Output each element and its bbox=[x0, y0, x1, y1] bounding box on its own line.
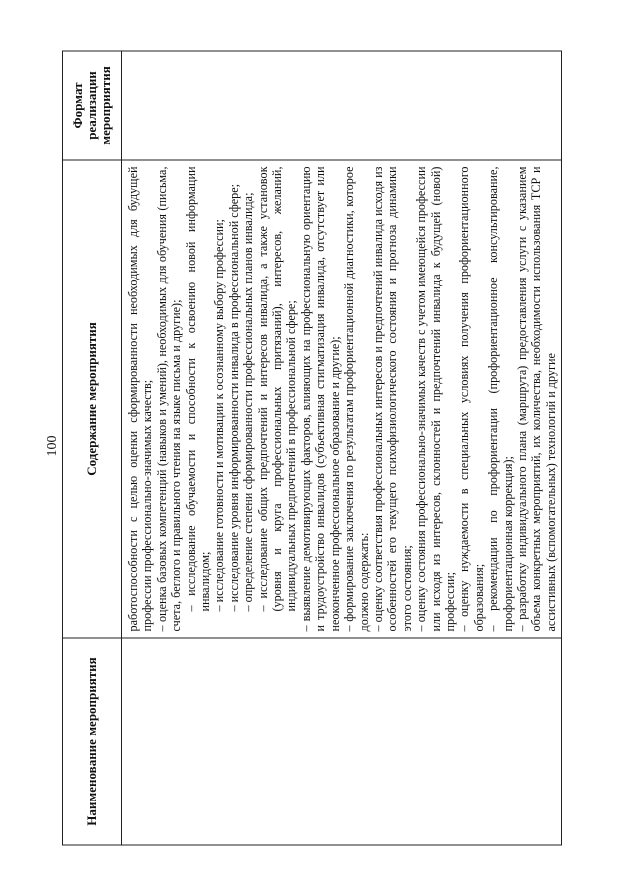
content-paragraph: – исследование готовности и мотивации к осознанному выбору профессии; bbox=[212, 219, 227, 612]
header-activity-format: Формат реализации мероприятия bbox=[70, 66, 113, 145]
content-paragraph: – выявление демотивирующих факторов, влияющих на профессиональную ориентацию и трудоустройство инвалидов (субъективная стигматизация инвалида, отсутствует или неоконченное профессиональное образование и другие); bbox=[298, 166, 342, 632]
content-paragraph: работоспособности с целью оценки сформированности необходимых для будущей профессии профессионально-значимых качеств; bbox=[126, 166, 155, 632]
content-paragraph: – оценку нуждаемости в специальных условиях получения профориентационного образования; bbox=[457, 166, 486, 632]
activity-table bbox=[62, 51, 562, 846]
table-body-row bbox=[122, 52, 562, 845]
content-paragraph: – исследование общих предпочтений и интересов инвалида, а также установок (уровня и круга профессиональных притязаний), интересов, желаний, индивидуальных предпочтений в профессиональной сфере; bbox=[255, 166, 299, 612]
content-paragraph: – формирование заключения по результатам профориентационной диагностики, которое должно содержать: bbox=[342, 166, 371, 632]
content-paragraph: – оценку состояния профессионально-значимых качеств с учетом имеющейся профессии или исходя из интересов, склонностей и предпочтений инвалида к будущей (новой) профессии; bbox=[414, 166, 457, 632]
table-header-row bbox=[63, 52, 122, 845]
content-paragraph: – оценка базовых компетенций (навыков и умений), необходимых для обучения (письма, счета, беглого и правильного чтения на языке письма и другие); bbox=[154, 166, 184, 632]
content-paragraph: – определение степени сформированности профессиональных планов инвалида; bbox=[241, 192, 256, 612]
cell-activity-content bbox=[122, 160, 562, 638]
content-paragraph: – оценку соответствия профессиональных интересов и предпочтений инвалида исходя из особенностей его текущего психофизиологического состояния и прогноза динамики этого состояния; bbox=[370, 166, 414, 632]
cell-activity-name bbox=[122, 638, 562, 845]
page-number: 100 bbox=[45, 435, 60, 457]
content-paragraph: – исследование уровня информированности инвалида в профессиональной сфере; bbox=[226, 183, 241, 612]
cell-activity-format bbox=[122, 52, 562, 160]
content-paragraph: – исследование обучаемости и способности к освоению новой информации инвалидом; bbox=[183, 166, 213, 612]
content-paragraph: – разработку индивидуального плана (маршрута) предоставления услуги с указанием объема конкретных мероприятий, их количества, необходимости использования ТСР и ассистивных (вспомогательных) технологий и другие bbox=[514, 166, 558, 632]
header-activity-name: Наименование мероприятия bbox=[63, 638, 121, 845]
header-activity-content: Содержание мероприятия bbox=[63, 160, 121, 638]
content-paragraph: – рекомендации по профориентации (профориентационное консультирование, профориентационная коррекция); bbox=[486, 166, 515, 632]
